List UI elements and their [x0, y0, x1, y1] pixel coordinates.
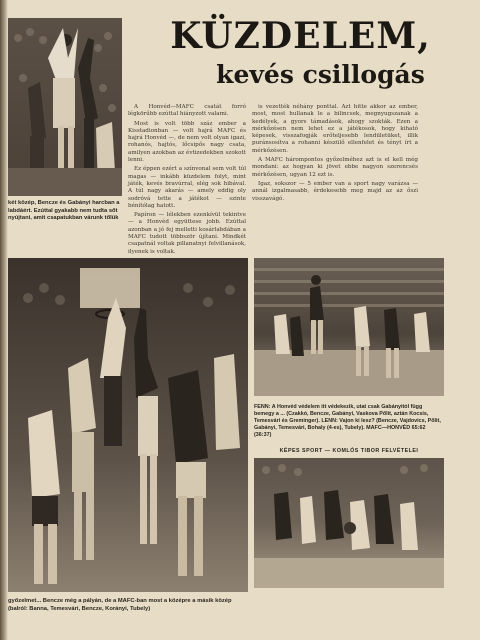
top-left-photo: [8, 18, 122, 196]
headline: [128, 15, 473, 89]
body-paragraph: Igaz, sokszor — 5 ember van a sport nagy varázsa — annál izgalmasabb, érdekesebb meg majd az az őszi visszavágó.: [252, 180, 418, 202]
body-paragraph: Papíron — lélekben ezenkívül tekintve — a Honvéd együttese jobb. Ezúttal azonban a jó fej melletti kosárlabdában a MAFC tudott többször újítani. Mindkét csapatnál voltak pillanatnyi felvillanások, ilyenek is voltak.: [128, 212, 246, 255]
bottom-photo-caption-text: győzelmet... Bencze még a pályán, de a MAFC-ban most a középre a másik közép (balról: Banna, Temesvári, Bencze, Korányi, Tubely): [8, 598, 232, 612]
body-paragraph: A MAFC hárompontos győzelméhez azt is el kell még mondani: az hogyan ki jövet ebbe nagyon szerencsés mérkőzésen, ugyan 12 ezt is.: [252, 157, 418, 178]
right-photo-caption: [254, 404, 444, 439]
body-column-1: [128, 104, 246, 258]
body-paragraph: Ez éppen ezért a színvonal sem volt túl magas — inkább küzdelem folyt, mint játék, kevés bravúrral, elég sok hibával. A túl nagy akarás — amely eddig oly sodróvá tette a játékot — szinte bénítólag hatott.: [128, 166, 246, 209]
headline-line1: KÜZDELEM,: [170, 15, 431, 57]
left-photo-caption: [8, 200, 122, 223]
headline-line2: kevés csillogás: [216, 60, 425, 89]
page-fold-shadow: [0, 0, 8, 640]
photo-credit: [254, 448, 444, 454]
left-photo-caption-text: két közép, Bencze és Gabányi harcban a labdáért. Ezúttal gyakabb nem tudta sőt nyújtani, amit csapatukban várunk tőlük: [8, 200, 120, 222]
body-column-2: [252, 104, 418, 205]
big-bottom-left-photo: [8, 258, 248, 592]
photo-credit-text: KÉPES SPORT — KOMLÓS TIBOR FELVÉTELEI: [279, 448, 419, 454]
right-bottom-photo: [254, 458, 444, 588]
right-photo-caption-text: FENN: A Honvéd védelem itt védekezik, utat csak Gabányitól függ bemegy a ... (Czakkó, Bencze, Gabányi, Vaskova Pőlit, aztán Kocsis, Temesvári és Greminger). LENN: Vajon ki lesz? (Bencze, Vajdovics, Pőlit, Gabányi, Temesvári, Bohaly (4-es), Tubely). MAFC—HONVÉD 65:62 (36:37): [254, 404, 441, 438]
body-paragraph: is vezették néhány ponttal. Azt hitte akkor az ember, most, most hullanak le a bilincsek, megnyugszanak a kedélyek, a gyors támadások, ahogy szokták. Ezen a mérkőzésen nem lehet ez a játékosok, hogy kiható képesek, visszafogják erőteljesebb lendületüket, illik puránsosítva a rohanni készülő ellenfelet és tényt írt a mérkőzésen.: [252, 104, 418, 154]
bottom-photo-caption: [8, 598, 248, 613]
body-paragraph: A Honvéd—MAFC csatát forró légkörűbb ezúttal hiányzott valami.: [128, 104, 246, 118]
right-middle-photo: [254, 258, 444, 396]
body-paragraph: Most is volt több száz ember a Kisstadionban — volt hajrá MAFC és hajrá Honvéd —, de nem volt olyan igazi, rohanós, hajtós, lőcsipős nagy csata, amilyen azokban az évtizedekben szokott lenni.: [128, 120, 246, 164]
